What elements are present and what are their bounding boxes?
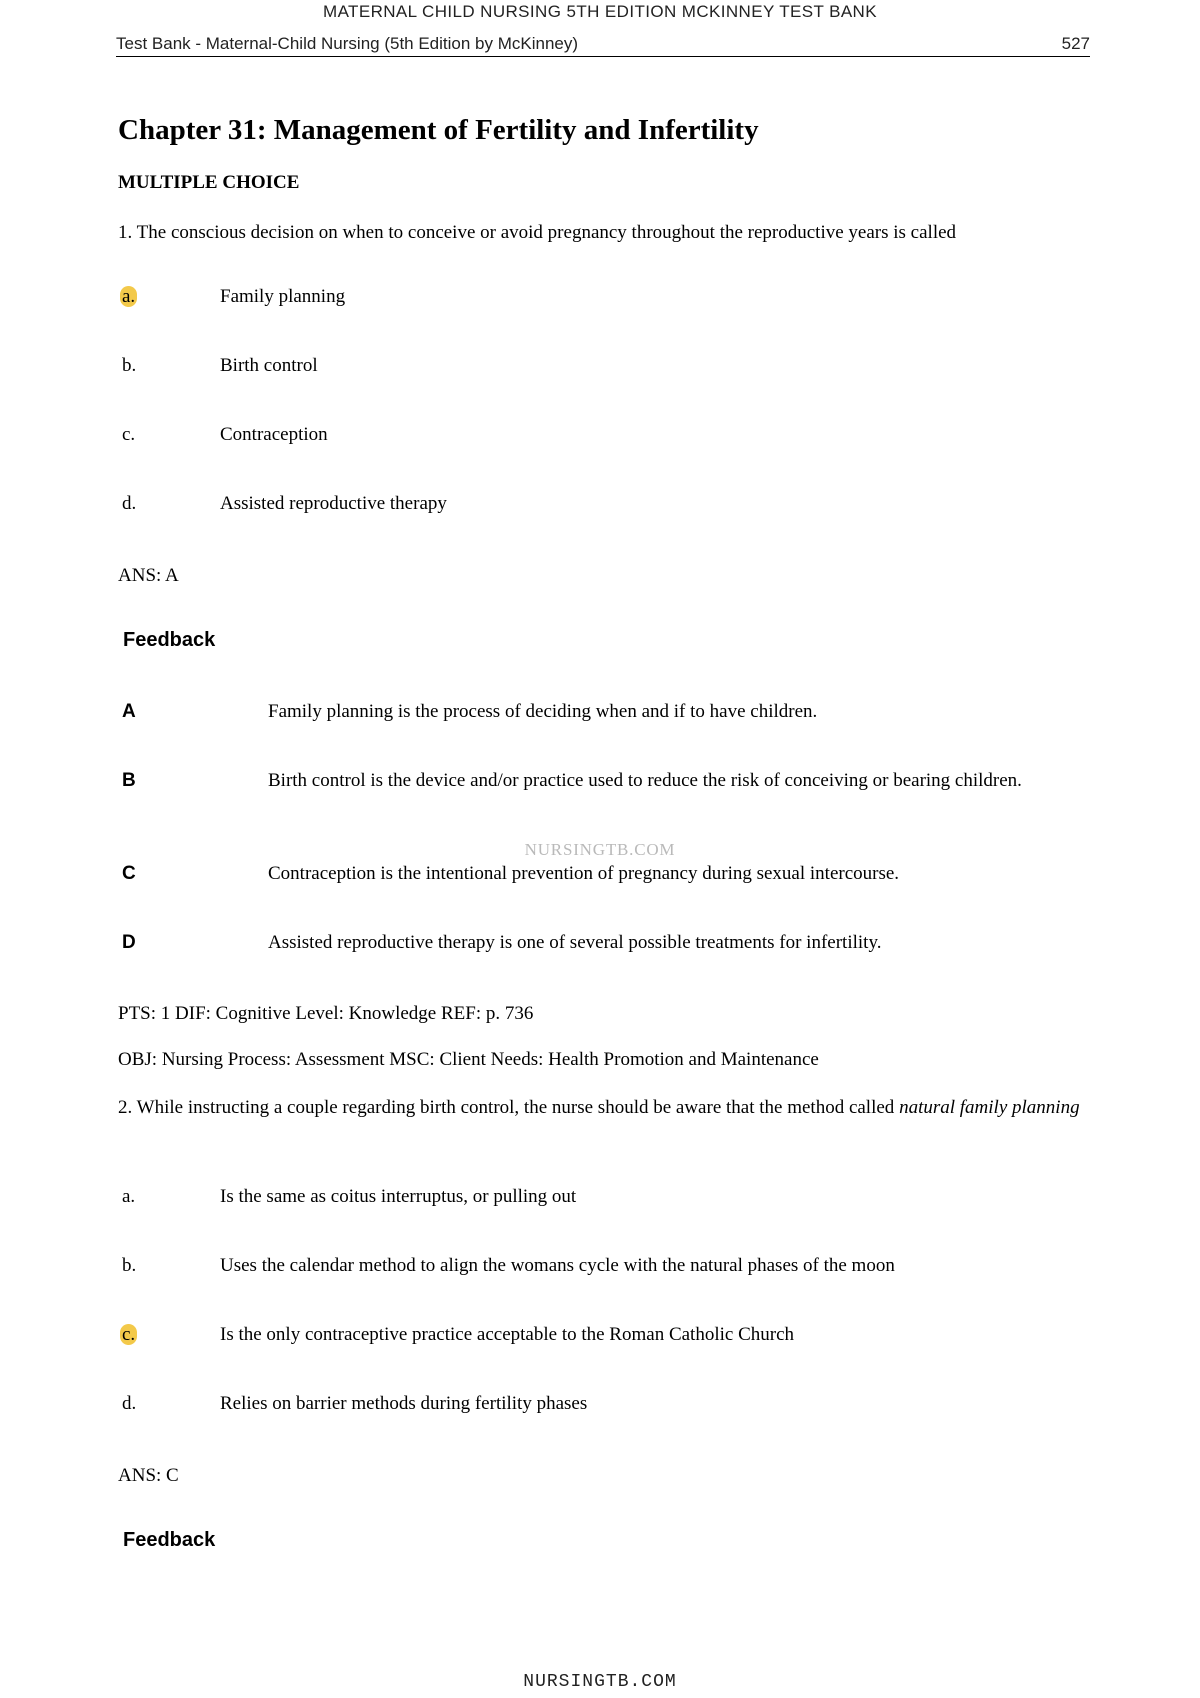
running-header bbox=[116, 34, 1090, 57]
footer-url: NURSINGTB.COM bbox=[523, 1672, 677, 1692]
q1-option-c-text: Contraception bbox=[220, 424, 328, 445]
q1-option-d-text: Assisted reproductive therapy bbox=[220, 493, 447, 514]
q1-feedback-heading: Feedback bbox=[123, 629, 216, 651]
q2-option-d-letter: d. bbox=[122, 1393, 137, 1414]
q1-option-a-letter bbox=[122, 286, 137, 308]
document-banner: MATERNAL CHILD NURSING 5TH EDITION MCKINNEY TEST BANK bbox=[323, 2, 877, 21]
q2-answer: ANS: C bbox=[118, 1465, 179, 1486]
q1-option-b-letter: b. bbox=[122, 355, 137, 376]
q2-option-b-letter: b. bbox=[122, 1255, 137, 1276]
q2-option-b-text: Uses the calendar method to align the womans cycle with the natural phases of the moon bbox=[220, 1255, 895, 1276]
q1-feedback-c-letter: C bbox=[122, 863, 136, 884]
q2-option-c-text: Is the only contraceptive practice acceptable to the Roman Catholic Church bbox=[220, 1324, 794, 1345]
question-2-stem-text: 2. While instructing a couple regarding birth control, the nurse should be aware that the method called bbox=[118, 1097, 900, 1118]
q1-feedback-b-letter: B bbox=[122, 770, 136, 791]
answer-highlight: a. bbox=[122, 286, 136, 307]
q2-option-a-text: Is the same as coitus interruptus, or pulling out bbox=[220, 1186, 577, 1207]
watermark: NURSINGTB.COM bbox=[524, 840, 676, 859]
q1-option-a-text: Family planning bbox=[220, 286, 346, 307]
q1-option-b-text: Birth control bbox=[220, 355, 318, 376]
page-number: 527 bbox=[1061, 34, 1090, 53]
q1-feedback-b-text: Birth control is the device and/or practice used to reduce the risk of conceiving or bearing children. bbox=[268, 770, 1022, 791]
q2-option-c-letter bbox=[122, 1324, 137, 1346]
q2-feedback-heading: Feedback bbox=[123, 1529, 216, 1551]
q1-feedback-d-letter: D bbox=[122, 932, 136, 953]
q1-feedback-d-text: Assisted reproductive therapy is one of several possible treatments for infertility. bbox=[268, 932, 882, 953]
section-heading: MULTIPLE CHOICE bbox=[118, 172, 300, 193]
question-2-stem bbox=[118, 1095, 1093, 1120]
chapter-title: Chapter 31: Management of Fertility and Infertility bbox=[118, 114, 759, 146]
running-header-title: Test Bank - Maternal-Child Nursing (5th Edition by McKinney) bbox=[116, 34, 579, 53]
q1-option-d-letter: d. bbox=[122, 493, 137, 514]
q2-option-d-text: Relies on barrier methods during fertility phases bbox=[220, 1393, 588, 1414]
q1-option-c-letter: c. bbox=[122, 424, 136, 445]
q1-feedback-a-text: Family planning is the process of deciding when and if to have children. bbox=[268, 701, 818, 722]
question-2-term: natural family planning bbox=[899, 1097, 1080, 1118]
question-1-stem: 1. The conscious decision on when to conceive or avoid pregnancy throughout the reproductive years is called bbox=[118, 222, 957, 243]
q1-obj-line: OBJ: Nursing Process: Assessment MSC: Client Needs: Health Promotion and Maintenance bbox=[118, 1049, 819, 1070]
q1-feedback-a-letter: A bbox=[122, 701, 136, 722]
q1-answer: ANS: A bbox=[118, 565, 179, 586]
answer-highlight: c. bbox=[122, 1324, 136, 1345]
q1-pts-line: PTS: 1 DIF: Cognitive Level: Knowledge REF: p. 736 bbox=[118, 1003, 534, 1024]
q1-feedback-c-text: Contraception is the intentional prevention of pregnancy during sexual intercourse. bbox=[268, 863, 900, 884]
q2-option-a-letter: a. bbox=[122, 1186, 136, 1207]
